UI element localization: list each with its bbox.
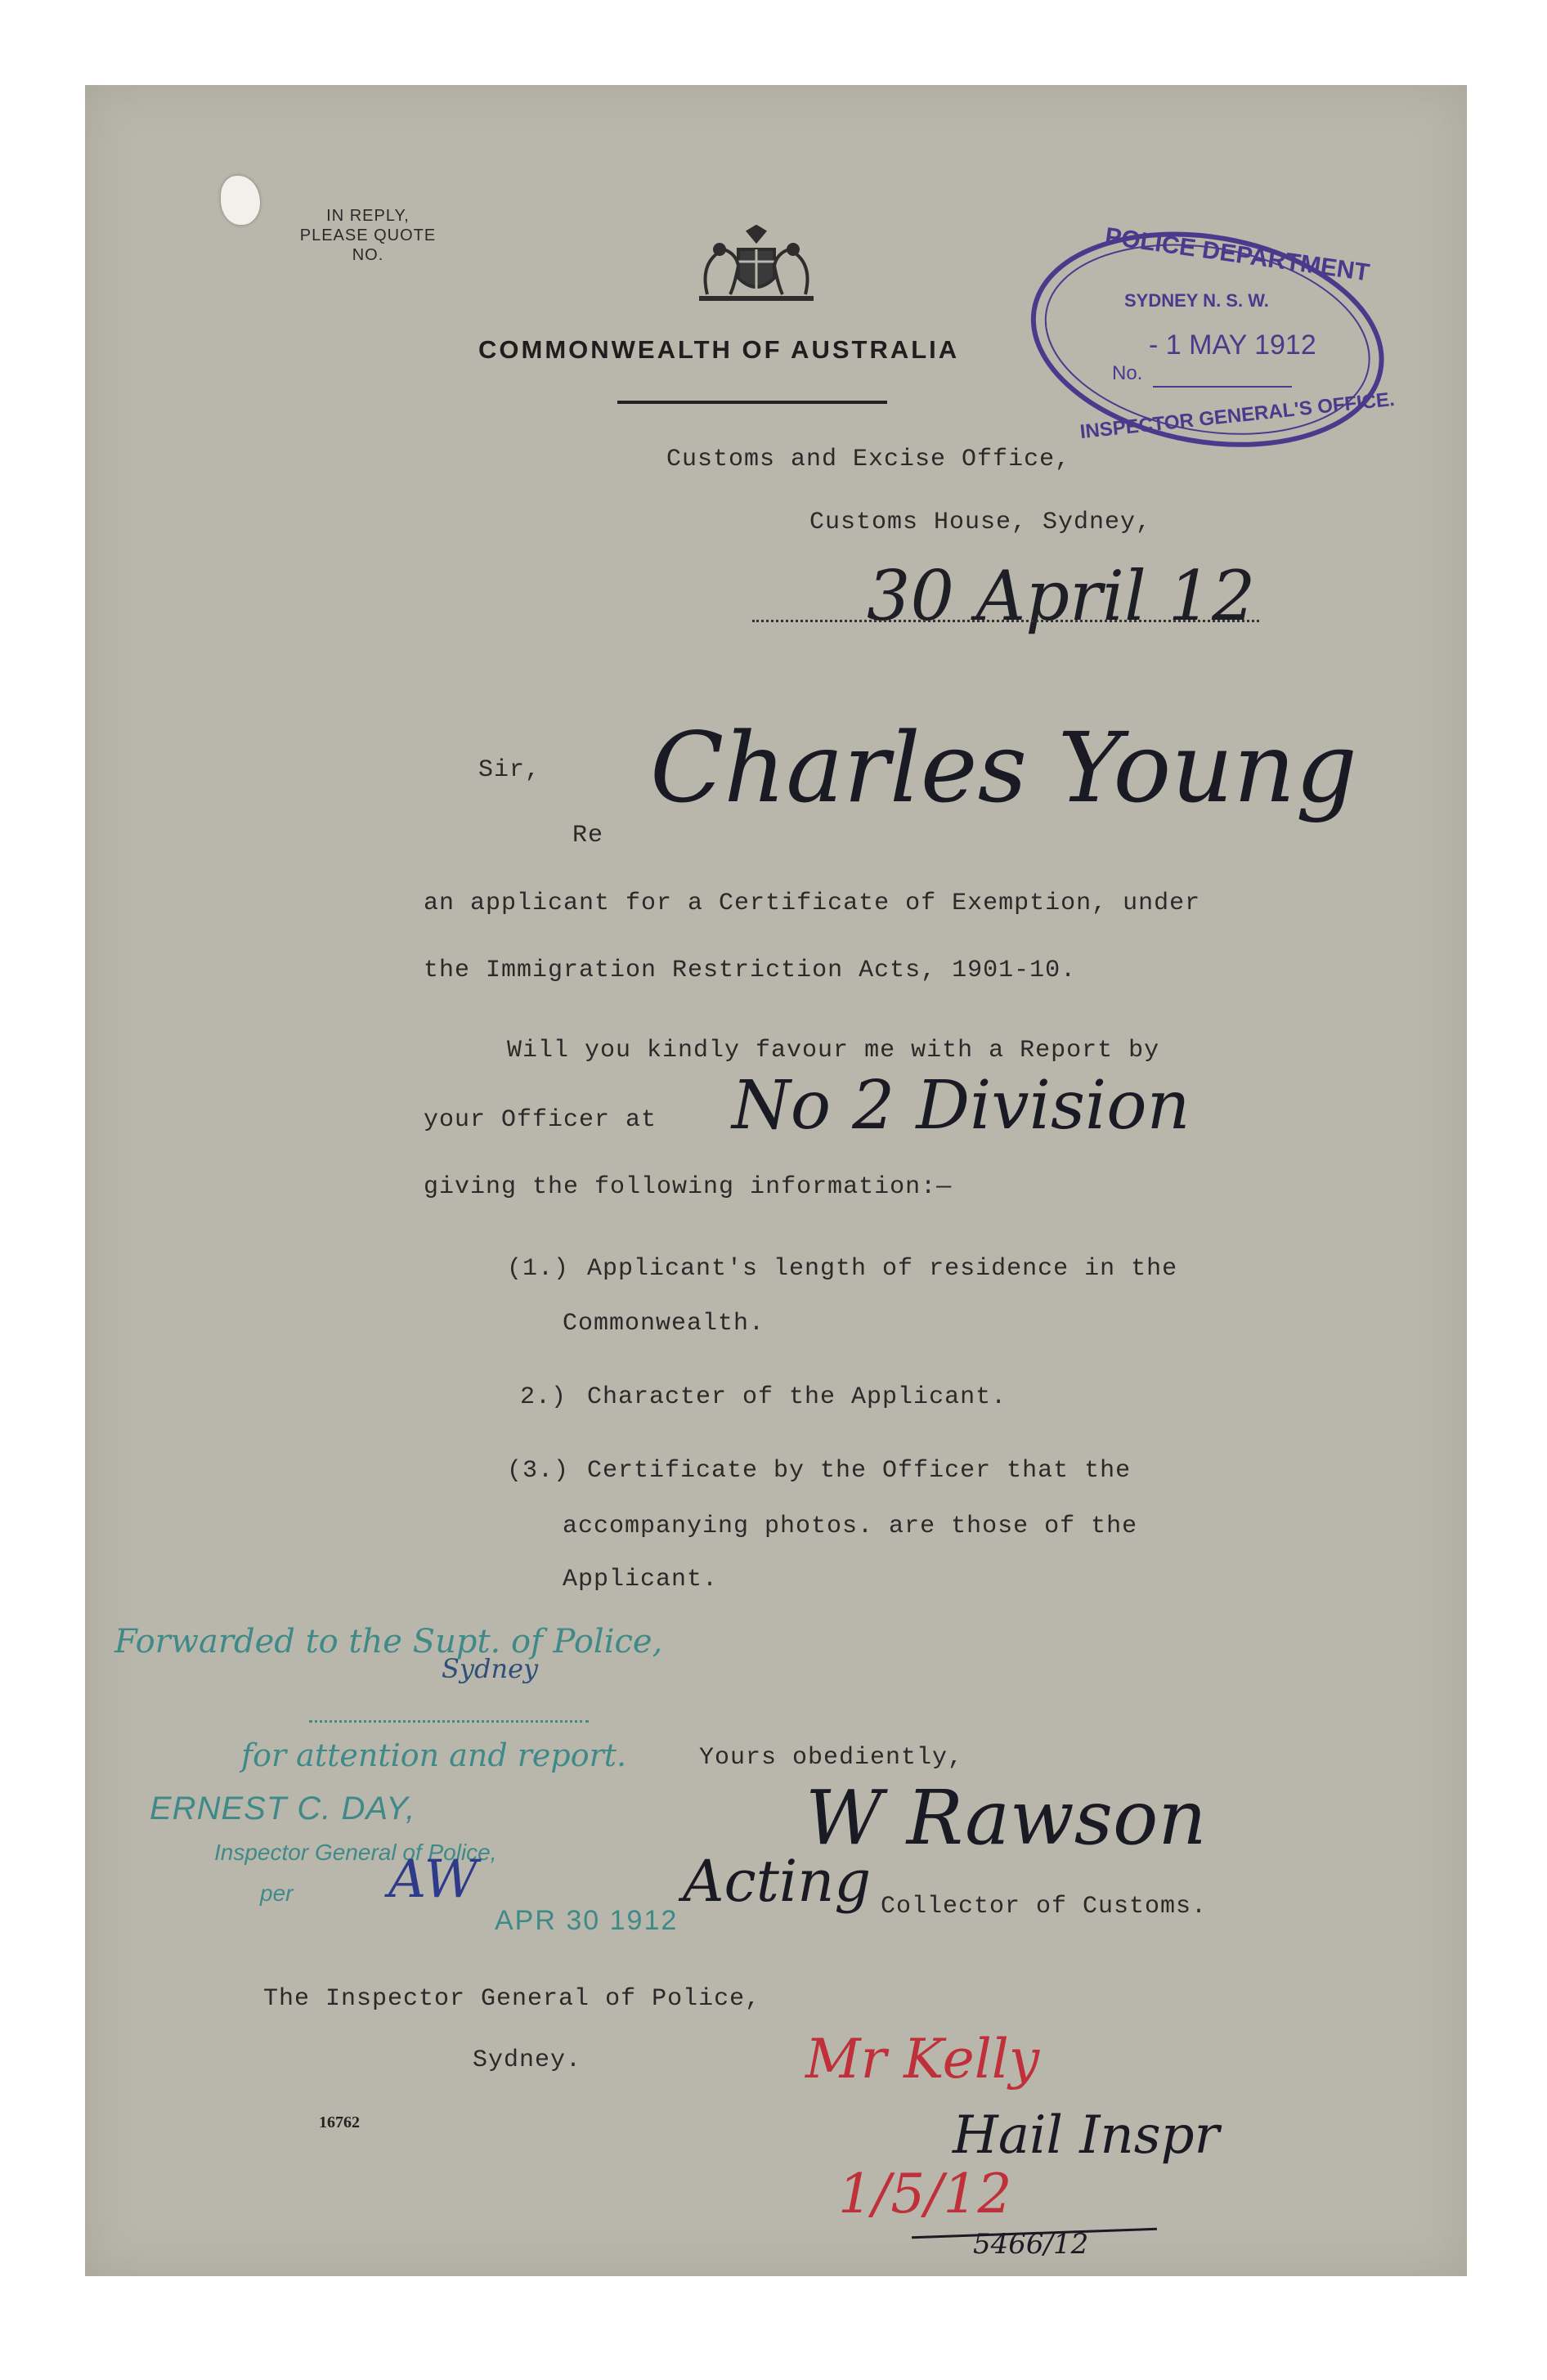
item-3-number: (3.)	[507, 1457, 570, 1485]
title-rule	[617, 401, 887, 404]
forward-stamp-per: per	[260, 1880, 294, 1906]
red-annotation-name: Mr Kelly	[805, 2028, 1040, 2091]
officer-location: No 2 Division	[732, 1067, 1191, 1145]
item-2-text: Character of the Applicant.	[587, 1383, 1007, 1411]
item-3-text-2: accompanying photos. are those of the	[563, 1513, 1138, 1540]
forward-stamp-rule	[309, 1720, 589, 1723]
signature: W Rawson	[805, 1774, 1207, 1862]
reply-line-3: NO.	[352, 246, 384, 264]
acting-note: Acting	[683, 1848, 872, 1915]
police-stamp-no-label: No.	[1112, 362, 1143, 384]
forward-stamp-title: Inspector General of Police,	[214, 1840, 497, 1865]
reply-line-2: PLEASE QUOTE	[299, 226, 437, 244]
body-line-4: giving the following information:—	[424, 1173, 953, 1201]
item-1-text-2: Commonwealth.	[563, 1310, 765, 1338]
police-stamp-line2: SYDNEY N. S. W.	[1124, 290, 1269, 311]
collector-title: Collector of Customs.	[881, 1893, 1208, 1921]
letterhead-title: COMMONWEALTH OF AUSTRALIA	[478, 335, 960, 364]
applicant-name: Charles Young	[650, 711, 1357, 824]
forward-stamp-location: Sydney	[442, 1653, 539, 1684]
closing: Yours obediently,	[699, 1744, 964, 1772]
body-line-1: an applicant for a Certificate of Exemption, under	[424, 890, 1201, 917]
addressee-line-2: Sydney.	[473, 2046, 582, 2074]
re-label: Re	[572, 822, 604, 849]
police-stamp-line1: POLICE DEPARTMENT	[1103, 222, 1371, 287]
item-3-text: Certificate by the Officer that the	[587, 1457, 1132, 1485]
address-line: Customs House, Sydney,	[809, 509, 1152, 536]
forward-stamp-name: ERNEST C. DAY,	[150, 1791, 416, 1826]
handwritten-date: 30 April 12	[867, 556, 1256, 636]
item-1-text: Applicant's length of residence in the	[587, 1255, 1178, 1283]
reply-line-1: IN REPLY,	[326, 207, 410, 225]
salutation: Sir,	[478, 756, 541, 784]
police-stamp-date: - 1 MAY 1912	[1149, 329, 1316, 361]
item-3-text-3: Applicant.	[563, 1566, 719, 1593]
police-stamp-line3: INSPECTOR GENERAL'S OFFICE.	[1078, 388, 1396, 444]
office-line: Customs and Excise Office,	[666, 446, 1071, 473]
coat-of-arms-icon	[675, 225, 838, 307]
form-number: 16762	[319, 2113, 360, 2131]
body-line-2: the Immigration Restriction Acts, 1901-10.	[424, 957, 1077, 984]
officer-label: your Officer at	[424, 1106, 657, 1134]
forward-stamp-initials: AW	[388, 1849, 478, 1910]
addressee-line-1: The Inspector General of Police,	[263, 1985, 761, 2013]
black-annotation-note: Hail Inspr	[953, 2105, 1220, 2166]
forward-stamp-line1: Forwarded to the Supt. of Police,	[114, 1623, 663, 1661]
scan-border-bottom	[0, 2276, 1547, 2380]
forward-stamp-date: APR 30 1912	[495, 1905, 679, 1936]
body-line-3: Will you kindly favour me with a Report by	[507, 1037, 1160, 1065]
police-stamp-no-line	[1153, 386, 1292, 388]
file-number: 5466/12	[973, 2228, 1089, 2261]
item-2-number: 2.)	[520, 1383, 567, 1411]
item-1-number: (1.)	[507, 1255, 570, 1283]
date-dotted-line	[752, 620, 1259, 622]
reply-quote-block	[294, 206, 442, 265]
red-annotation-date: 1/5/12	[838, 2163, 1012, 2225]
forward-stamp-line2: for attention and report.	[241, 1737, 627, 1773]
